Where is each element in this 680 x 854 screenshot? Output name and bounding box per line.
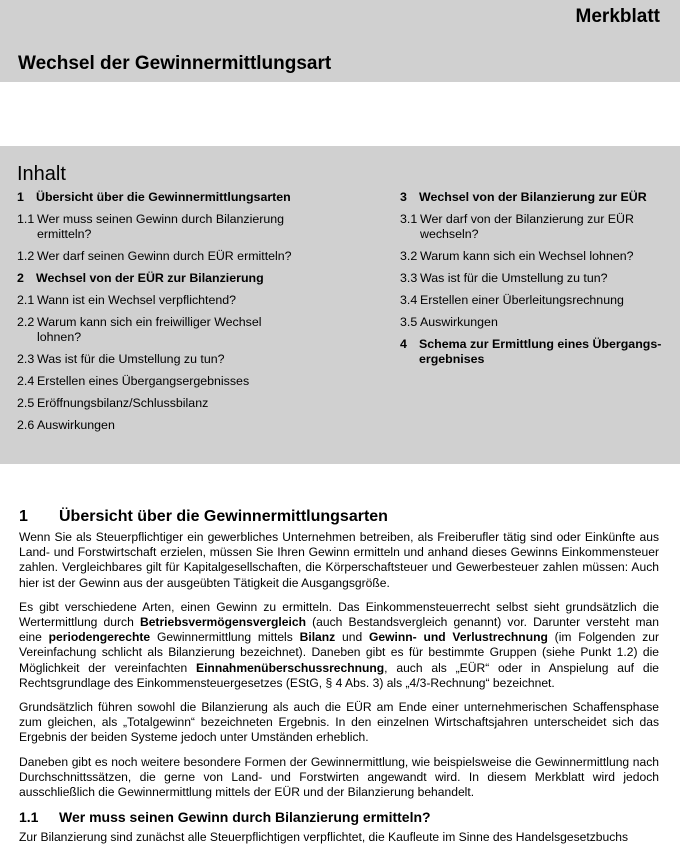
toc-entry[interactable] <box>17 374 302 389</box>
toc-entry-text: Wer darf seinen Gewinn durch EÜR ermitteln? <box>37 249 292 263</box>
toc-entry-text: Warum kann sich ein Wechsel lohnen? <box>420 249 634 263</box>
toc-entry[interactable] <box>400 293 662 308</box>
toc-entry-number: 2.1 <box>17 293 35 307</box>
paragraph: Es gibt verschiedene Arten, einen Gewinn zu ermitteln. Das Einkommensteuerrecht selbst sieht grundsätzlich die Wertermittlung durch Betriebsvermögensvergleich (auch Bestandsvergleich genannt) vor. Darunter versteht man eine periodengerechte Gewinnermittlung mittels Bilanz und Gewinn- und Verlustrechnung (im Folgenden zur Vereinfachung schlicht als Bilanzierung bezeichnet). Daneben gibt es für bestimmte Gruppen (siehe Punkt 1.2) die Möglichkeit der vereinfachten Einnahmenüberschussrechnung, auch als „EÜR“ oder in Anspielung auf die Rechtsgrundlage des Einkommensteuergesetzes (EStG, § 4 Abs. 3) als „4/3-Rechnung“ bezeichnet. <box>19 599 659 690</box>
toc-entry-text: Erstellen eines Übergangsergebnisses <box>37 374 250 388</box>
toc-right-column <box>400 190 662 374</box>
section-number: 1 <box>19 508 28 525</box>
toc-entry[interactable] <box>17 352 302 367</box>
toc-entry-text: Auswirkungen <box>420 315 498 329</box>
toc-entry-text: Was ist für die Umstellung zu tun? <box>420 271 608 285</box>
toc-entry-number: 2.4 <box>17 374 35 388</box>
toc-heading: Inhalt <box>17 163 66 185</box>
toc-entry-number: 1 <box>17 190 24 204</box>
toc-entry-number: 2.6 <box>17 418 35 432</box>
toc-entry-text: Erstellen einer Überleitungsrechnung <box>420 293 624 307</box>
toc-entry[interactable] <box>17 271 302 286</box>
toc-entry-text: Wann ist ein Wechsel verpflichtend? <box>37 293 237 307</box>
toc-entry-text: Wer darf von der Bilanzierung zur EÜR wechseln? <box>420 212 634 241</box>
document-type-label: Merkblatt <box>575 6 660 27</box>
toc-entry[interactable] <box>400 190 662 205</box>
emphasis: periodengerechte <box>48 630 151 645</box>
toc-entry-number: 3.5 <box>400 315 418 329</box>
toc-entry[interactable] <box>17 249 302 264</box>
toc-entry[interactable] <box>400 315 662 330</box>
paragraph: Wenn Sie als Steuerpflichtiger ein gewerbliches Unternehmen betreiben, als Freiberufler tätig sind oder Einkünfte aus Land- und Forstwirtschaft erzielen, müssen Sie Ihren Gewinn ermitteln und anhand dieses Gewinns Einkommensteuer zahlen. Vergleichbares gilt für Kapitalgesellschaften, die Körperschaftsteuer und Gewerbesteuer zahlen müssen: Auch hier ist der Gewinn aus der ausgeübten Tätigkeit die Ausgangsgröße. <box>19 530 659 590</box>
toc-entry[interactable] <box>17 212 302 242</box>
toc-entry[interactable] <box>17 418 302 433</box>
toc-entry[interactable] <box>400 271 662 286</box>
paragraph: Zur Bilanzierung sind zunächst alle Steuerpflichtigen verpflichtet, die Kaufleute im Sinne des Handelsgesetzbuchs <box>19 830 629 845</box>
emphasis: Betriebsvermögensvergleich <box>139 615 306 630</box>
subsection-heading <box>19 809 659 825</box>
toc-entry-number: 2 <box>17 271 24 285</box>
toc-entry[interactable] <box>17 190 302 205</box>
emphasis: Bilanz <box>299 630 336 645</box>
header-band <box>0 0 680 82</box>
toc-entry-number: 1.2 <box>17 249 35 263</box>
toc-entry-number: 4 <box>400 337 407 351</box>
toc-entry-number: 1.1 <box>17 212 35 226</box>
toc-entry-number: 3.4 <box>400 293 418 307</box>
toc-left-column <box>17 190 302 440</box>
section-heading <box>19 508 659 526</box>
toc-entry-number: 3 <box>400 190 407 204</box>
toc-entry-number: 2.3 <box>17 352 35 366</box>
emphasis: Einnahmenüberschussrechnung <box>196 660 385 675</box>
toc-entry[interactable] <box>400 212 662 242</box>
toc-entry[interactable] <box>400 249 662 264</box>
main-content <box>19 508 659 854</box>
toc-entry-text: Schema zur Ermittlung eines Übergangs-ergebnises <box>419 337 662 366</box>
emphasis: Gewinn- und Verlustrechnung <box>368 630 548 645</box>
toc-entry-text: Wer muss seinen Gewinn durch Bilanzierung ermitteln? <box>37 212 285 241</box>
toc-entry-text: Wechsel von der Bilanzierung zur EÜR <box>419 190 647 204</box>
toc-entry-number: 3.1 <box>400 212 418 226</box>
toc-entry-text: Auswirkungen <box>37 418 115 432</box>
toc-entry-text: Warum kann sich ein freiwilliger Wechsel lohnen? <box>37 315 262 344</box>
toc-entry[interactable] <box>17 293 302 308</box>
paragraph: Grundsätzlich führen sowohl die Bilanzierung als auch die EÜR am Ende einer unternehmerischen Schaffensphase zum gleichen, als „Totalgewinn“ bezeichneten Ergebnis. In den einzelnen Wirtschaftsjahren unterscheidet sich das Ergebnis der beiden Systeme jedoch unter Umständen erheblich. <box>19 700 659 745</box>
toc-entry-text: Wechsel von der EÜR zur Bilanzierung <box>36 271 264 285</box>
toc-entry-text: Eröffnungsbilanz/Schlussbilanz <box>37 396 209 410</box>
subsection-title: Wer muss seinen Gewinn durch Bilanzierung ermitteln? <box>59 809 431 826</box>
toc-entry-number: 2.5 <box>17 396 35 410</box>
toc-entry-text: Was ist für die Umstellung zu tun? <box>37 352 225 366</box>
toc-entry-number: 3.2 <box>400 249 418 263</box>
toc-entry-number: 3.3 <box>400 271 418 285</box>
document-title: Wechsel der Gewinnermittlungsart <box>18 53 332 74</box>
subsection-number: 1.1 <box>19 809 39 826</box>
toc-entry[interactable] <box>17 315 302 345</box>
toc-entry-number: 2.2 <box>17 315 35 329</box>
section-title: Übersicht über die Gewinnermittlungsarten <box>59 508 388 525</box>
toc-entry[interactable] <box>17 396 302 411</box>
toc-entry-text: Übersicht über die Gewinnermittlungsarten <box>36 190 291 204</box>
paragraph: Daneben gibt es noch weitere besondere Formen der Gewinnermittlung, wie beispielsweise die Gewinnermittlung nach Durchschnittssätzen, die gerne von Land- und Forstwirten angewandt wird. In diesem Merkblatt wird jedoch ausschließlich die Gewinnermittlung mittels der EÜR und der Bilanzierung behandelt. <box>19 754 659 800</box>
toc-entry[interactable] <box>400 337 662 367</box>
